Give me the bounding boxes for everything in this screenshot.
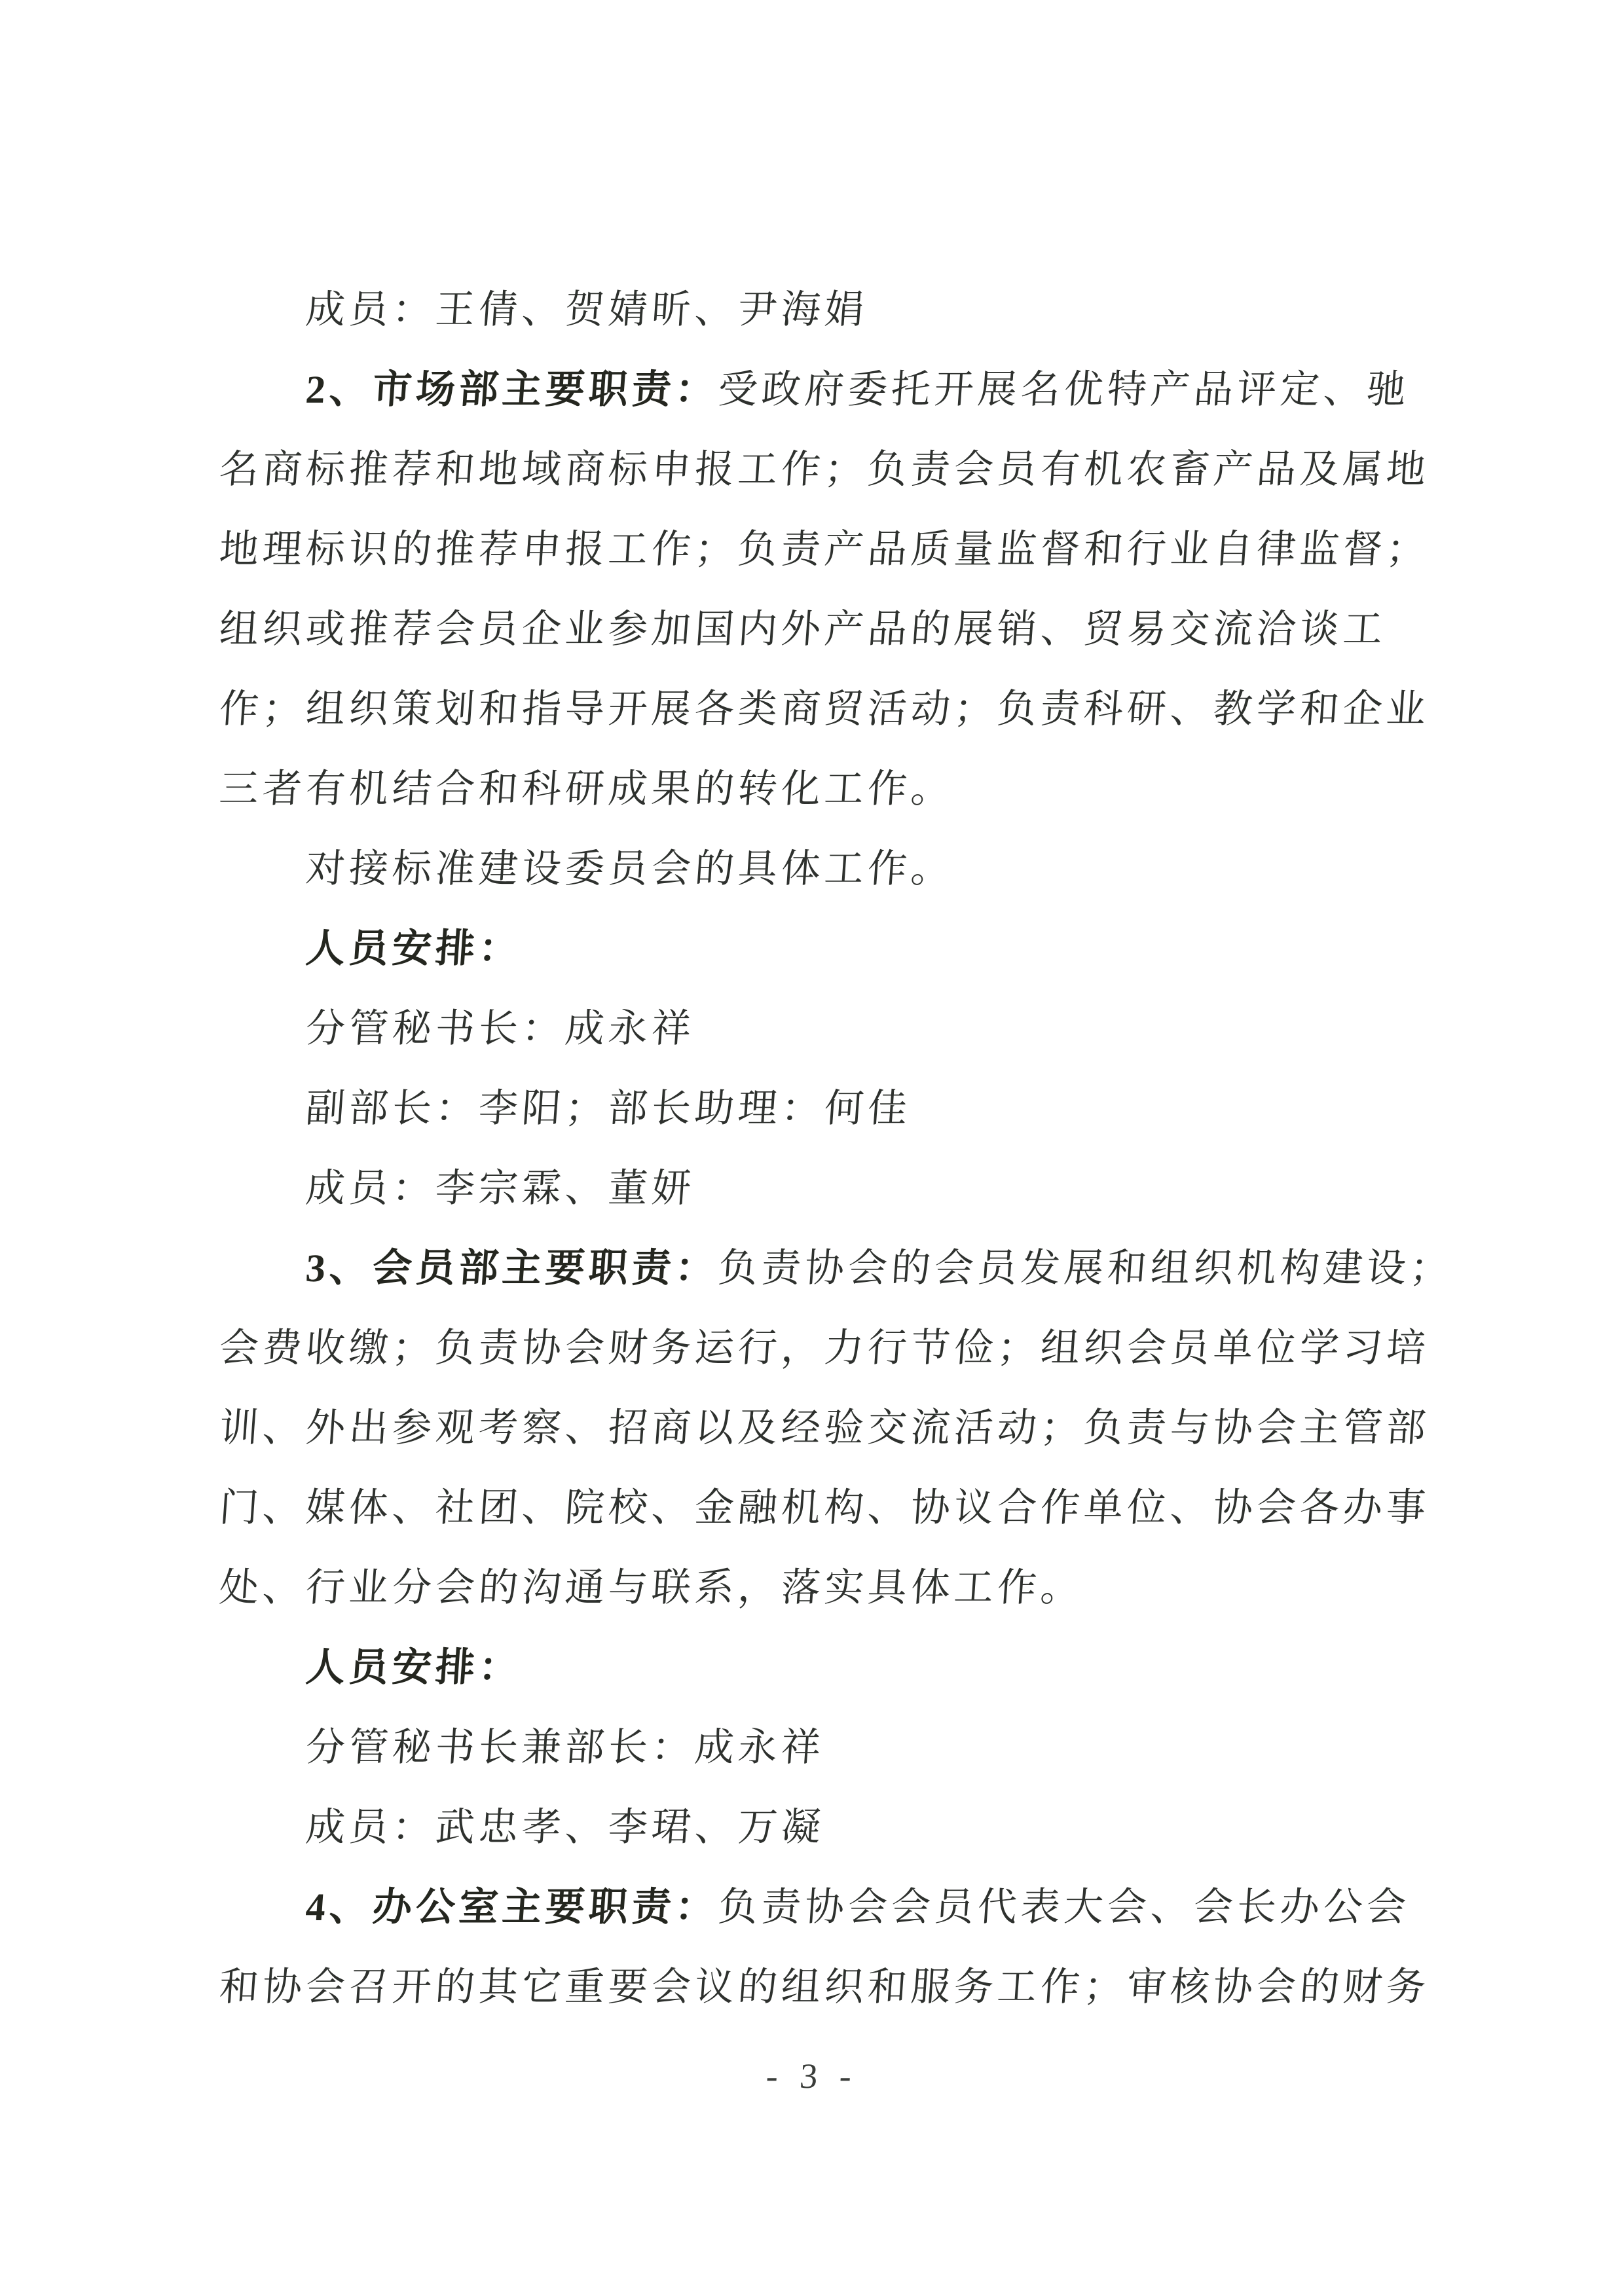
text-line xyxy=(217,589,1444,669)
body-text: 受政府委托开展名优特产品评定、驰 xyxy=(716,368,1412,411)
body-text: 负责协会的会员发展和组织机构建设； xyxy=(716,1247,1455,1290)
body-text: 处、行业分会的沟通与联系，落实具体工作。 xyxy=(217,1566,1086,1609)
document-body xyxy=(217,270,1455,2027)
text-line xyxy=(217,1388,1444,1468)
body-text: 负责协会会员代表大会、会长办公会 xyxy=(716,1886,1412,1929)
text-line xyxy=(217,669,1444,749)
body-text: 作；组织策划和指导开展各类商贸活动；负责科研、教学和企业 xyxy=(217,687,1431,731)
body-text: 会费收缴；负责协会财务运行，力行节俭；组织会员单位学习培 xyxy=(217,1326,1431,1370)
text-line xyxy=(217,909,1444,989)
heading-text: 2、市场部主要职责： xyxy=(304,368,720,411)
text-line xyxy=(217,1148,1444,1228)
body-text: 对接标准建设委员会的具体工作。 xyxy=(304,847,956,890)
text-line xyxy=(217,1228,1455,1308)
body-text: 成员：王倩、贺婧昕、尹海娟 xyxy=(304,288,870,331)
body-text: 分管秘书长：成永祥 xyxy=(304,1007,697,1050)
body-text: 成员：武忠孝、李珺、万凝 xyxy=(304,1806,826,1849)
heading-text: 人员安排： xyxy=(304,927,524,970)
text-line xyxy=(217,1628,1444,1707)
text-line xyxy=(217,989,1444,1068)
text-line xyxy=(217,350,1444,429)
body-text: 副部长：李阳；部长助理：何佳 xyxy=(304,1087,913,1130)
text-line xyxy=(217,429,1444,509)
text-line xyxy=(217,509,1444,589)
page-number: - 3 - xyxy=(764,2056,860,2096)
text-line xyxy=(217,749,1444,829)
body-text: 成员：李宗霖、董妍 xyxy=(304,1167,697,1210)
body-text: 和协会召开的其它重要会议的组织和服务工作；审核协会的财务 xyxy=(217,1965,1431,2009)
text-line xyxy=(217,1867,1444,1947)
body-text: 训、外出参观考察、招商以及经验交流活动；负责与协会主管部 xyxy=(217,1406,1431,1449)
text-line xyxy=(217,1947,1444,2027)
heading-text: 4、办公室主要职责： xyxy=(304,1886,720,1929)
text-line xyxy=(217,1707,1444,1787)
body-text: 名商标推荐和地域商标申报工作；负责会员有机农畜产品及属地 xyxy=(217,448,1431,491)
body-text: 地理标识的推荐申报工作；负责产品质量监督和行业自律监督； xyxy=(217,528,1431,571)
body-text: 门、媒体、社团、院校、金融机构、协议合作单位、协会各办事 xyxy=(217,1486,1431,1529)
text-line xyxy=(217,1787,1444,1867)
body-text: 组织或推荐会员企业参加国内外产品的展销、贸易交流洽谈工 xyxy=(217,608,1388,651)
body-text: 三者有机结合和科研成果的转化工作。 xyxy=(217,767,956,811)
heading-text: 3、会员部主要职责： xyxy=(304,1247,720,1290)
text-line xyxy=(217,1068,1444,1148)
text-line xyxy=(217,1548,1444,1628)
body-text: 分管秘书长兼部长：成永祥 xyxy=(304,1726,826,1769)
heading-text: 人员安排： xyxy=(304,1646,524,1689)
text-line xyxy=(217,829,1444,909)
text-line xyxy=(217,270,1444,350)
text-line xyxy=(217,1308,1444,1388)
text-line xyxy=(217,1468,1444,1548)
